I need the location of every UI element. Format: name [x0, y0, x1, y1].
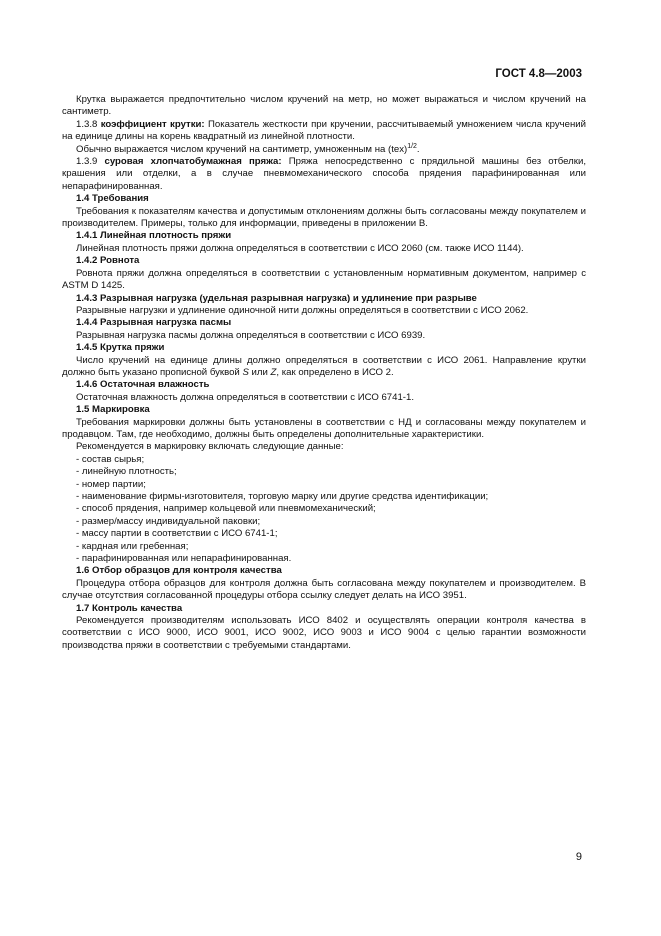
section-heading: 1.7 Контроль качества: [76, 602, 183, 614]
term: суровая хлопчатобумажная пряжа:: [104, 156, 282, 168]
list-item: - способ прядения, например кольцевой или пневмомеханический;: [76, 503, 376, 515]
paragraph-text: Обычно выражается числом кручений на сантиметр, умноженным на (tex): [76, 143, 408, 155]
subsection-heading: 1.4.2 Ровнота: [76, 255, 140, 267]
definition-text: Пряжа непосредственно с прядильной машины без отбелки, крашения или отделки, а в случае пневмомеханического способа прядения парафинированная или непарафинированная.: [62, 156, 586, 192]
page-number: 9: [575, 851, 582, 863]
document-code: ГОСТ 4.8—2003: [495, 68, 582, 80]
paragraph: Рекомендуется в маркировку включать следующие данные:: [76, 441, 344, 453]
list-item: - линейную плотность;: [76, 466, 177, 478]
subsection-heading: 1.4.4 Разрывная нагрузка пасмы: [76, 317, 232, 329]
list-item: - парафинированная или непарафинированная.: [76, 553, 292, 565]
twist-letter-z: Z: [270, 366, 277, 378]
paragraph: [62, 144, 586, 156]
definition-twist-factor: [62, 119, 586, 144]
superscript: 1/2: [407, 142, 417, 150]
paragraph: Требования маркировки должны быть установлены в соответствии с НД и согласованы между покупателем и продавцом. Там, где необходимо, должны быть определены дополнительные характеристики.: [62, 416, 586, 440]
subsection-heading: 1.4.6 Остаточная влажность: [76, 379, 210, 391]
paragraph-text: Число кручений на единице длины должно определяться в соответствии с ИСО 2061. Направление крутки должно быть указано прописной буквой: [62, 354, 586, 378]
paragraph: Ровнота пряжи должна определяться в соответствии с установленным нормативным документом, например с ASTM D 1425.: [62, 267, 586, 292]
paragraph: Остаточная влажность должна определяться в соответствии с ИСО 6741-1.: [76, 391, 415, 403]
paragraph-end: .: [416, 143, 420, 155]
marking-list: [62, 454, 586, 566]
paragraph-text: , как определено в ИСО 2.: [276, 366, 394, 378]
paragraph: Крутка выражается предпочтительно числом кручений на метр, но может выражаться и числом кручений на сантиметр.: [62, 94, 586, 118]
list-item: - состав сырья;: [76, 453, 145, 465]
clause-number: 1.3.8: [76, 118, 98, 130]
list-item: - кардная или гребенная;: [76, 540, 189, 552]
list-item: - номер партии;: [76, 478, 146, 490]
paragraph-text: или: [248, 366, 271, 378]
paragraph: Процедура отбора образцов для контроля должна быть согласована между покупателем и производителем. В случае отсутствия согласованной процедуры отбора ссылку следует делать на ИСО 3951.: [62, 577, 586, 602]
section-heading: 1.4 Требования: [76, 193, 149, 205]
definition-grey-yarn: [62, 156, 586, 193]
clause-number: 1.3.9: [76, 156, 98, 168]
subsection-heading: 1.4.3 Разрывная нагрузка (удельная разрывная нагрузка) и удлинение при разрыве: [76, 292, 477, 304]
paragraph: Разрывные нагрузки и удлинение одиночной нити должны определяться в соответствии с ИСО 2062.: [76, 304, 529, 316]
paragraph: Требования к показателям качества и допустимым отклонениям должны быть согласованы между покупателем и производителем. Примеры, только для информации, приведены в приложении В.: [62, 205, 586, 230]
section-heading: 1.5 Маркировка: [76, 404, 150, 416]
twist-letter-s: S: [242, 366, 249, 378]
definition-text: Показатель жесткости при кручении, рассчитываемый умножением числа кручений на единице длины на корень квадратный из линейной плотности.: [62, 118, 586, 143]
subsection-heading: 1.4.5 Крутка пряжи: [76, 342, 165, 354]
paragraph: [62, 355, 586, 380]
document-body: [62, 94, 586, 652]
list-item: - массу партии в соответствии с ИСО 6741-1;: [76, 528, 278, 540]
term: коэффициент крутки:: [100, 118, 205, 130]
list-item: - размер/массу индивидуальной паковки;: [76, 515, 261, 527]
paragraph: Линейная плотность пряжи должна определяться в соответствии с ИСО 2060 (см. также ИСО 1144).: [76, 242, 524, 254]
paragraph: Разрывная нагрузка пасмы должна определяться в соответствии с ИСО 6939.: [76, 329, 426, 341]
subsection-heading: 1.4.1 Линейная плотность пряжи: [76, 230, 232, 242]
list-item: - наименование фирмы-изготовителя, торговую марку или другие средства идентификации;: [76, 491, 489, 502]
section-heading: 1.6 Отбор образцов для контроля качества: [76, 565, 282, 577]
paragraph: Рекомендуется производителям использовать ИСО 8402 и осуществлять операции контроля качества в соответствии с ИСО 9000, ИСО 9001, ИСО 9002, ИСО 9003 и ИСО 9004 с целью гарантии возможности производства пряжи в соответствии с требуемыми стандартами.: [62, 615, 586, 651]
